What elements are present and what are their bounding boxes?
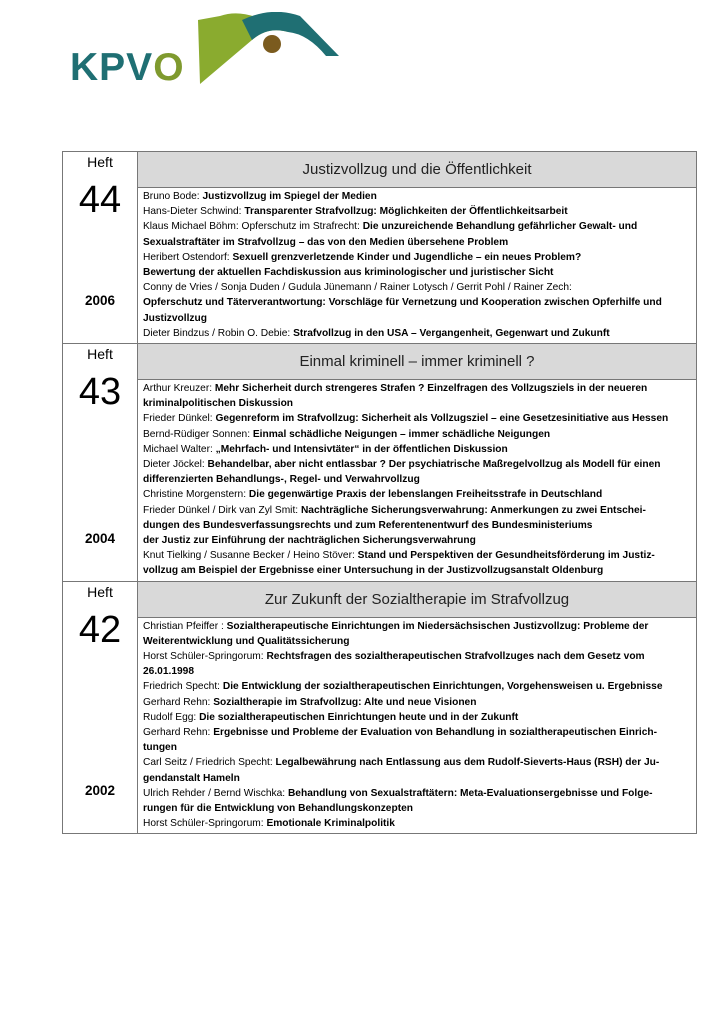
article-author: Christine Morgenstern: [143,489,249,501]
article-title: Mehr Sicherheit durch strengeres Strafen ? Einzelfragen des Vollzugsziels in der neueren [214,383,648,394]
article-author: Ulrich Rehder / Bernd Wischka: [143,787,288,799]
issue-articles-row [63,617,697,834]
article-line [143,533,693,548]
article-line [143,695,693,710]
article-line [143,755,693,770]
issue-title: Einmal kriminell – immer kriminell ? [138,344,697,380]
article-author: Christian Pfeiffer : [143,620,227,632]
article-line [143,786,693,801]
article-line [143,381,693,396]
article-title: Justizvollzug im Spiegel der Medien [202,191,377,202]
article-author: Dieter Bindzus / Robin O. Debie: [143,327,294,339]
article-line [143,235,693,250]
article-line [143,740,693,755]
issues-table [62,151,697,834]
article-author: Hans-Dieter Schwind: [143,206,245,218]
article-line [143,219,693,234]
article-author: Frieder Dünkel / Dirk van Zyl Smit: [143,504,301,516]
article-title: Sexuell grenzverletzende Kinder und Jugendliche – ein neues Problem? [232,251,582,263]
article-author: Dieter Jöckel: [143,459,208,471]
article-author: Horst Schüler-Springorum: [143,818,267,830]
article-line [143,563,693,578]
article-title: „Mehrfach- und Intensivtäter“ in der öffentlichen Diskussion [215,443,508,455]
article-title: Transparenter Strafvollzug: Möglichkeiten der Öffentlichkeitsarbeit [244,206,568,218]
issue-info-cell [63,344,138,582]
article-title: Die sozialtherapeutischen Einrichtungen heute und in der Zukunft [199,711,519,723]
issue-year: 2002 [84,783,116,799]
article-title: kriminalpolitischen Diskussion [143,398,294,410]
article-title: Die gegenwärtige Praxis der lebenslangen Freiheitsstrafe in Deutschland [248,489,603,501]
article-line [143,472,693,487]
article-author: Knut Tielking / Susanne Becker / Heino Stöver: [143,550,358,562]
article-author: Rudolf Egg: [143,711,200,723]
article-title: der Justiz zur Einführung der nachträglichen Sicherungsverwahrung [143,535,476,547]
article-author: Horst Schüler-Springorum: [143,651,267,662]
article-line [143,664,693,679]
article-title: vollzug am Beispiel der Ergebnisse einer Untersuchung in der Justizvollzugsanstalt Oldenburg [143,565,604,577]
article-line [143,801,693,816]
article-line [143,619,693,634]
heft-label: Heft [87,583,113,600]
article-author: Carl Seitz / Friedrich Specht: [143,757,276,769]
issue-number: 44 [78,179,122,221]
article-title: Bewertung der aktuellen Fachdiskussion aus kriminologischer und juristischer Sicht [143,267,554,279]
heft-label: Heft [87,346,113,362]
article-author: Gerhard Rehn: [143,727,214,739]
article-line [143,679,693,694]
issue-info-cell [63,152,138,344]
article-line [143,442,693,457]
article-author: Arthur Kreuzer: [143,383,215,394]
issue-number: 42 [78,608,122,651]
issue-number: 43 [78,371,122,413]
article-line [143,265,693,280]
article-title: dungen des Bundesverfassungsrechts und zum Referentenentwurf des Bundesministeriums [143,519,593,531]
article-title: Die unzureichende Behandlung gefährlicher Gewalt- und [362,221,638,233]
article-line [143,427,693,442]
article-title: Behandlung von Sexualstraftätern: Meta-Evaluationsergebnisse und Folge- [287,787,653,799]
logo-text-o: O [153,46,185,89]
article-title: Sozialtherapeutische Einrichtungen im Niedersächsischen Justizvollzug: Probleme der [226,620,649,632]
issue-title: Zur Zukunft der Sozialtherapie im Strafvollzug [138,581,697,617]
logo-arch-icon [198,12,340,84]
article-author: Heribert Ostendorf: [143,251,233,263]
article-line [143,204,693,219]
article-title: Emotionale Kriminalpolitik [266,818,395,830]
article-line [143,816,693,831]
article-line [143,649,693,664]
kpvo-logo [70,12,350,89]
article-title: Die Entwicklung der sozialtherapeutischen Einrichtungen, Vorgehensweisen u. Ergebnisse [222,681,663,693]
article-title: Behandelbar, aber nicht entlassbar ? Der psychiatrische Maßregelvollzug als Modell für einen [207,459,661,471]
issue-year: 2006 [84,293,116,308]
article-line [143,457,693,472]
issue-articles-row [63,380,697,582]
issue-info-cell [63,581,138,834]
article-line [143,771,693,786]
article-list [138,617,697,834]
article-title: 26.01.1998 [143,666,194,678]
article-line [143,548,693,563]
article-list [138,188,697,344]
article-title: differenzierten Behandlungs-, Regel- und Verwahrvollzug [143,474,420,486]
article-title: tungen [143,742,177,754]
article-title: Gegenreform im Strafvollzug: Sicherheit als Vollzugsziel – eine Gesetzesinitiative aus Hessen [215,413,669,425]
article-title: Rechtsfragen des sozialtherapeutischen Strafvollzuges nach dem Gesetz vom [266,651,645,662]
article-list [138,380,697,582]
issue-year: 2004 [84,530,116,546]
issue-articles-row [63,188,697,344]
article-title: Weiterentwicklung und Qualitätssicherung [143,635,350,647]
heft-label: Heft [87,154,113,170]
article-line [143,189,693,204]
article-line [143,710,693,725]
article-line [143,326,693,341]
issue-header-row [63,581,697,617]
article-title: Legalbewährung nach Entlassung aus dem Rudolf-Sieverts-Haus (RSH) der Ju- [275,757,660,769]
article-title: gendanstalt Hameln [143,772,240,784]
article-author: Conny de Vries / Sonja Duden / Gudula Jünemann / Rainer Lotysch / Gerrit Pohl / Rainer Zech: [143,282,572,294]
article-title: Einmal schädliche Neigungen – immer schädliche Neigungen [252,428,551,440]
article-author: Bernd-Rüdiger Sonnen: [143,428,253,440]
issue-title: Justizvollzug und die Öffentlichkeit [138,152,697,188]
article-line [143,396,693,411]
article-author: Frieder Dünkel: [143,413,216,425]
article-title: Justizvollzug [143,312,207,324]
issue-header-row [63,344,697,380]
article-line [143,725,693,740]
issue-header-row [63,152,697,188]
article-line [143,503,693,518]
article-title: Nachträgliche Sicherungsverwahrung: Anmerkungen zu zwei Entschei- [300,504,646,516]
article-title: Stand und Perspektiven der Gesundheitsförderung im Justiz- [357,550,655,562]
article-author: Michael Walter: [143,443,216,455]
article-title: Opferschutz und Täterverantwortung: Vorschläge für Vernetzung und Kooperation zwischen Opferhilfe und [143,297,662,309]
article-author: Gerhard Rehn: [143,696,214,708]
article-author: Friedrich Specht: [143,681,223,693]
article-line [143,634,693,649]
article-line [143,411,693,426]
article-line [143,311,693,326]
logo-wordmark [70,48,185,87]
article-title: Ergebnisse und Probleme der Evaluation von Behandlung in sozialtherapeutischen Einrich- [213,727,658,739]
logo-text-kpv: KPV [70,46,154,89]
article-title: Sexualstraftäter im Strafvollzug – das von den Medien übersehene Problem [143,236,509,248]
article-author: Bruno Bode: [143,191,203,202]
article-line [143,250,693,265]
article-title: Strafvollzug in den USA – Vergangenheit, Gegenwart und Zukunft [293,327,610,339]
article-author: Klaus Michael Böhm: Opferschutz im Strafrecht: [143,221,363,233]
article-line [143,295,693,310]
article-line [143,487,693,502]
article-title: Sozialtherapie im Strafvollzug: Alte und neue Visionen [213,696,477,708]
article-title: rungen für die Entwicklung von Behandlungskonzepten [143,803,413,815]
article-line [143,280,693,295]
article-line [143,518,693,533]
